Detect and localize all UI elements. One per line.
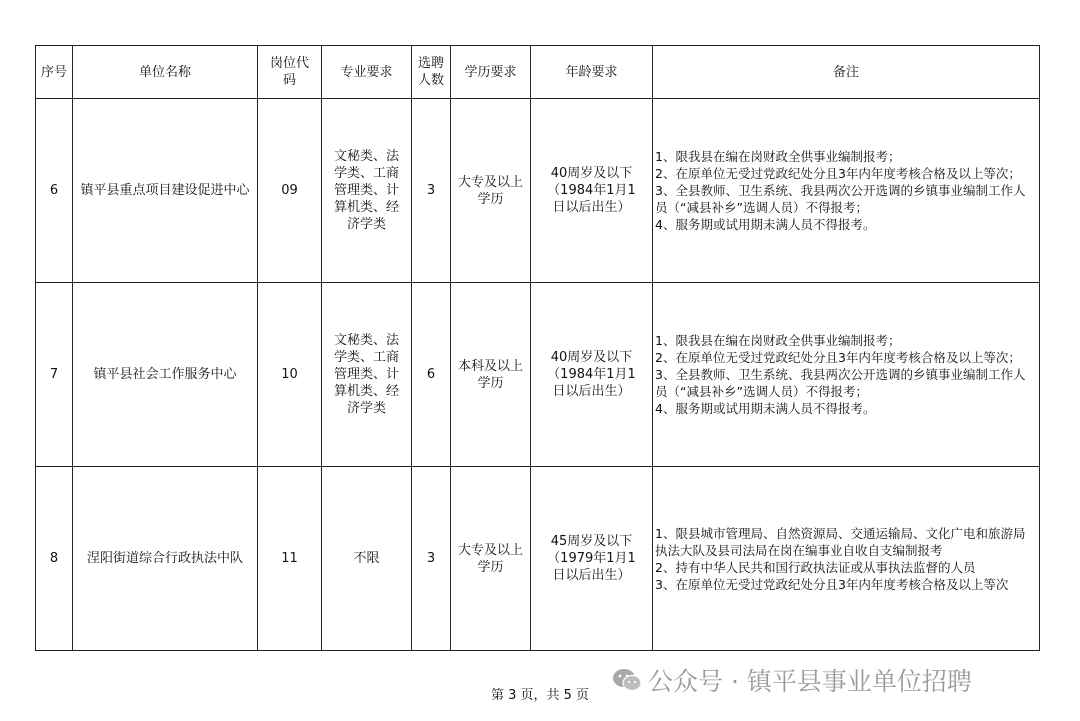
cell-count: 3	[412, 99, 451, 283]
header-count: 选聘人数	[412, 46, 451, 99]
cell-code: 11	[258, 467, 322, 651]
watermark-text: 公众号 · 镇平县事业单位招聘	[648, 667, 972, 696]
table-row	[36, 467, 1040, 651]
cell-seq: 7	[36, 283, 73, 467]
cell-unit: 镇平县社会工作服务中心	[73, 283, 258, 467]
remark-line: 1、限我县在编在岗财政全供事业编制报考；	[655, 149, 901, 164]
header-remark: 备注	[653, 46, 1040, 99]
remark-line: 3、全县教师、卫生系统、我县两次公开选调的乡镇事业编制工作人员（“减县补乡”选调人员）不得报考；	[655, 183, 1026, 215]
cell-edu: 大专及以上学历	[451, 467, 531, 651]
header-edu: 学历要求	[451, 46, 531, 99]
recruitment-table	[35, 45, 1040, 651]
cell-code: 10	[258, 283, 322, 467]
page-footer: 第 3 页，共 5 页	[490, 688, 590, 703]
cell-edu: 本科及以上学历	[451, 283, 531, 467]
header-major: 专业要求	[322, 46, 412, 99]
cell-edu: 大专及以上学历	[451, 99, 531, 283]
cell-remark	[653, 283, 1040, 467]
cell-age: 45周岁及以下（1979年1月1日以后出生）	[531, 467, 653, 651]
table-row	[36, 99, 1040, 283]
cell-remark	[653, 467, 1040, 651]
cell-seq: 6	[36, 99, 73, 283]
header-unit: 单位名称	[73, 46, 258, 99]
remark-line: 2、在原单位无受过党政纪处分且3年内年度考核合格及以上等次；	[655, 350, 1021, 365]
cell-unit: 镇平县重点项目建设促进中心	[73, 99, 258, 283]
header-code: 岗位代码	[258, 46, 322, 99]
remark-line: 4、服务期或试用期未满人员不得报考。	[655, 401, 876, 416]
cell-count: 6	[412, 283, 451, 467]
header-age: 年龄要求	[531, 46, 653, 99]
cell-major: 文秘类、法学类、工商管理类、计算机类、经济学类	[322, 283, 412, 467]
remark-line: 3、在原单位无受过党政纪处分且3年内年度考核合格及以上等次	[655, 576, 1009, 592]
cell-age: 40周岁及以下（1984年1月1日以后出生）	[531, 283, 653, 467]
cell-major: 不限	[322, 467, 412, 651]
cell-major: 文秘类、法学类、工商管理类、计算机类、经济学类	[322, 99, 412, 283]
remark-line: 1、限县城市管理局、自然资源局、交通运输局、文化广电和旅游局执法大队及县司法局在岗在编事业自收自支编制报考	[655, 525, 1026, 558]
header-row	[36, 46, 1040, 99]
remark-line: 2、在原单位无受过党政纪处分且3年内年度考核合格及以上等次；	[655, 166, 1021, 181]
remark-line: 4、服务期或试用期未满人员不得报考。	[655, 217, 876, 232]
cell-unit: 涅阳街道综合行政执法中队	[73, 467, 258, 651]
remark-line: 2、持有中华人民共和国行政执法证或从事执法监督的人员	[655, 559, 976, 575]
cell-remark	[653, 99, 1040, 283]
remark-line: 3、全县教师、卫生系统、我县两次公开选调的乡镇事业编制工作人员（“减县补乡”选调人员）不得报考；	[655, 367, 1026, 399]
header-seq: 序号	[36, 46, 73, 99]
remark-line: 1、限我县在编在岗财政全供事业编制报考；	[655, 333, 901, 348]
cell-seq: 8	[36, 467, 73, 651]
cell-count: 3	[412, 467, 451, 651]
cell-code: 09	[258, 99, 322, 283]
cell-age: 40周岁及以下（1984年1月1日以后出生）	[531, 99, 653, 283]
table-row	[36, 283, 1040, 467]
